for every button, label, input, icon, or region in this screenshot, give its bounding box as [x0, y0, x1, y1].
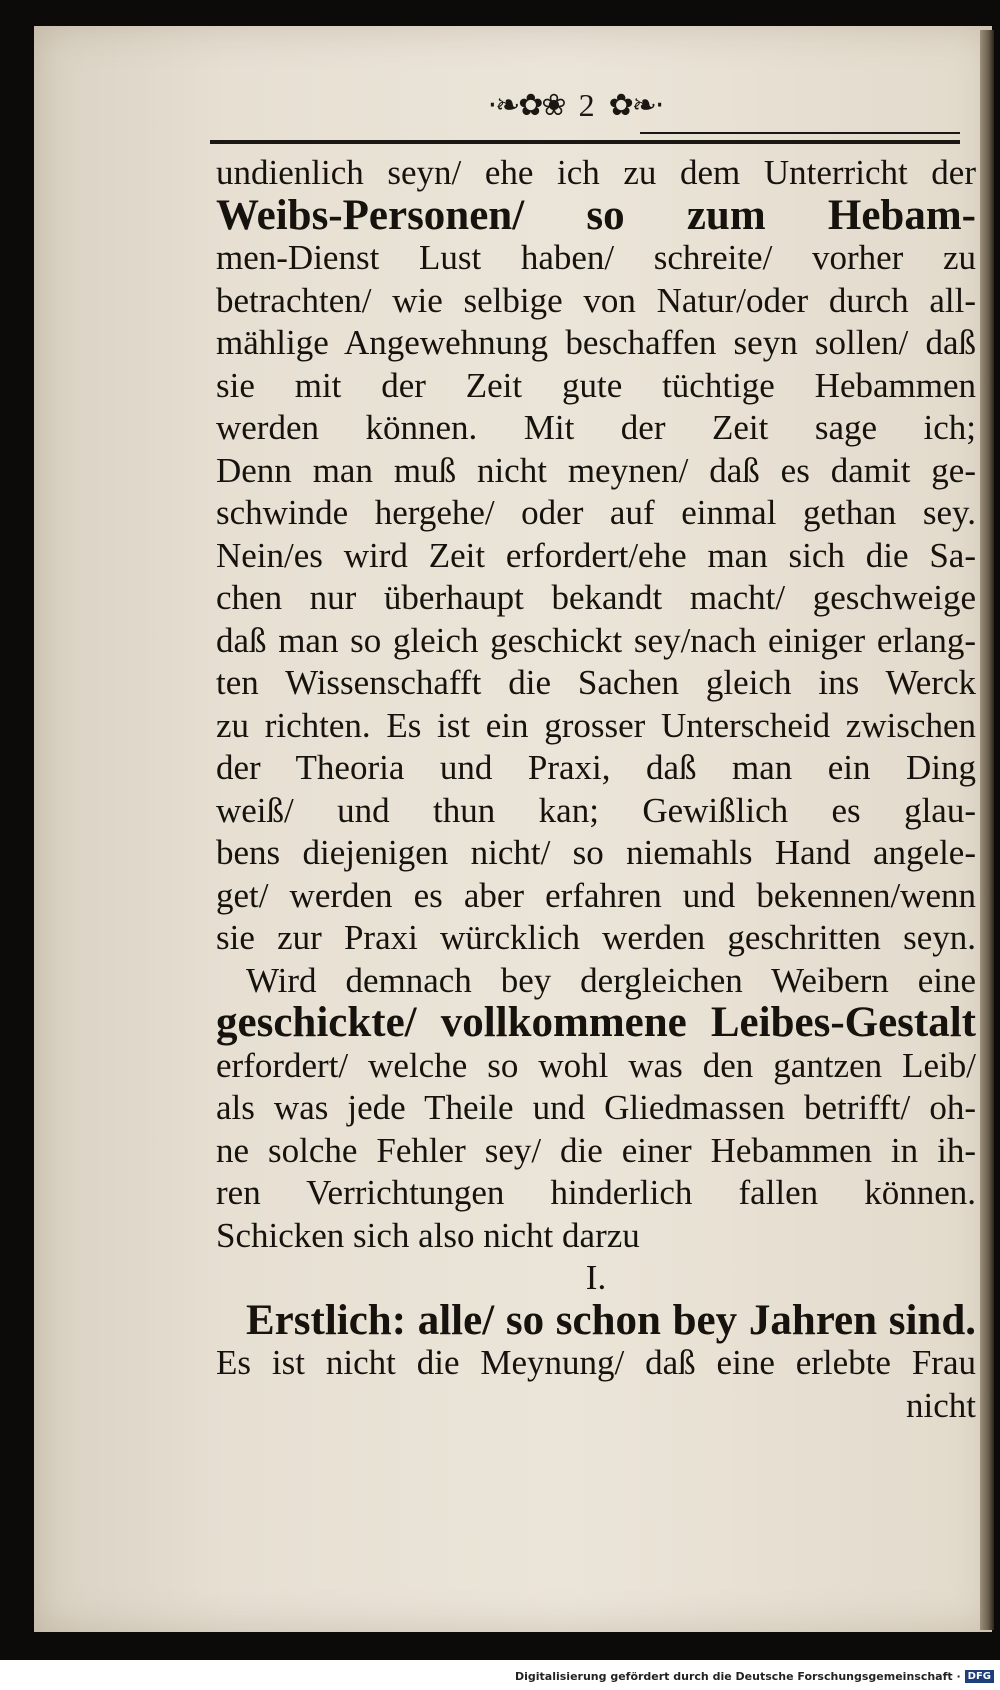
text-line: erfordert/ welche so wohl was den gantzen Leib/ — [216, 1045, 976, 1085]
text-line: undienlich seyn/ ehe ich zu dem Unterricht der — [216, 153, 976, 192]
text-line: zu richten. Es ist ein grosser Unterscheid zwischen — [216, 705, 976, 745]
text-line: mählige Angewehnung beschaffen seyn sollen/ daß — [216, 323, 976, 362]
text-line: chen nur überhaupt bekandt macht/ geschweige — [216, 578, 976, 617]
text-line: schwinde hergehe/ oder auf einmal gethan sey. — [216, 493, 976, 532]
catchword: nicht — [906, 1385, 976, 1425]
section-heading: Erstlich: alle/ so schon bey Jahren sind. — [246, 1296, 976, 1344]
text-line: Wird demnach bey dergleichen Weibern eine — [246, 960, 976, 1000]
text-line: get/ werden es aber erfahren und bekennen/wenn — [216, 875, 976, 915]
text-line: sie zur Praxi würcklich werden geschritten seyn. — [216, 918, 976, 957]
text-line: Denn man muß nicht meynen/ daß es damit ge- — [216, 450, 976, 490]
page-header — [420, 80, 730, 130]
page-number: 2 — [578, 86, 595, 123]
text-line: bens diejenigen nicht/ so niemahls Hand angele- — [216, 833, 976, 872]
page-edge — [980, 30, 994, 1630]
text-line: daß man so gleich geschickt sey/nach einiger erlang- — [216, 620, 976, 660]
digitization-credit — [0, 1664, 994, 1688]
header-rule — [210, 140, 960, 144]
text-line: Weibs-Personen/ so zum Hebam- — [216, 191, 976, 239]
text-line: geschickte/ vollkommene Leibes-Gestalt — [216, 999, 976, 1046]
text-line: der Theoria und Praxi, daß man ein Ding — [216, 748, 976, 787]
ornament-right: ✿❧· — [608, 87, 663, 123]
text-line: ten Wissenschafft die Sachen gleich ins Werck — [216, 663, 976, 702]
section-numeral: I. — [585, 1258, 607, 1297]
text-line: weiß/ und thun kan; Gewißlich es glau- — [216, 790, 976, 830]
text-line: sie mit der Zeit gute tüchtige Hebammen — [216, 365, 976, 405]
text-line: ne solche Fehler sey/ die einer Hebammen in ih- — [216, 1130, 976, 1170]
text-line: ren Verrichtungen hinderlich fallen können. — [216, 1173, 976, 1212]
text-line: Es ist nicht die Meynung/ daß eine erlebte Frau — [216, 1343, 976, 1382]
dfg-logo: DFG — [965, 1670, 994, 1683]
header-rule-upper — [640, 132, 960, 134]
text-line: betrachten/ wie selbige von Natur/oder durch all- — [216, 280, 976, 320]
credit-text: Digitalisierung gefördert durch die Deutsche Forschungsgemeinschaft · — [514, 1669, 961, 1683]
body-text — [216, 152, 976, 1427]
text-line: Nein/es wird Zeit erfordert/ehe man sich die Sa- — [216, 535, 976, 575]
text-line: werden können. Mit der Zeit sage ich; — [216, 408, 976, 447]
text-line: Schicken sich also nicht darzu — [216, 1215, 640, 1255]
text-line: men-Dienst Lust haben/ schreite/ vorher zu — [216, 238, 976, 277]
ornament-left: ·❧✿❀ — [487, 87, 565, 123]
text-line: als was jede Theile und Gliedmassen betrifft/ oh- — [216, 1088, 976, 1127]
